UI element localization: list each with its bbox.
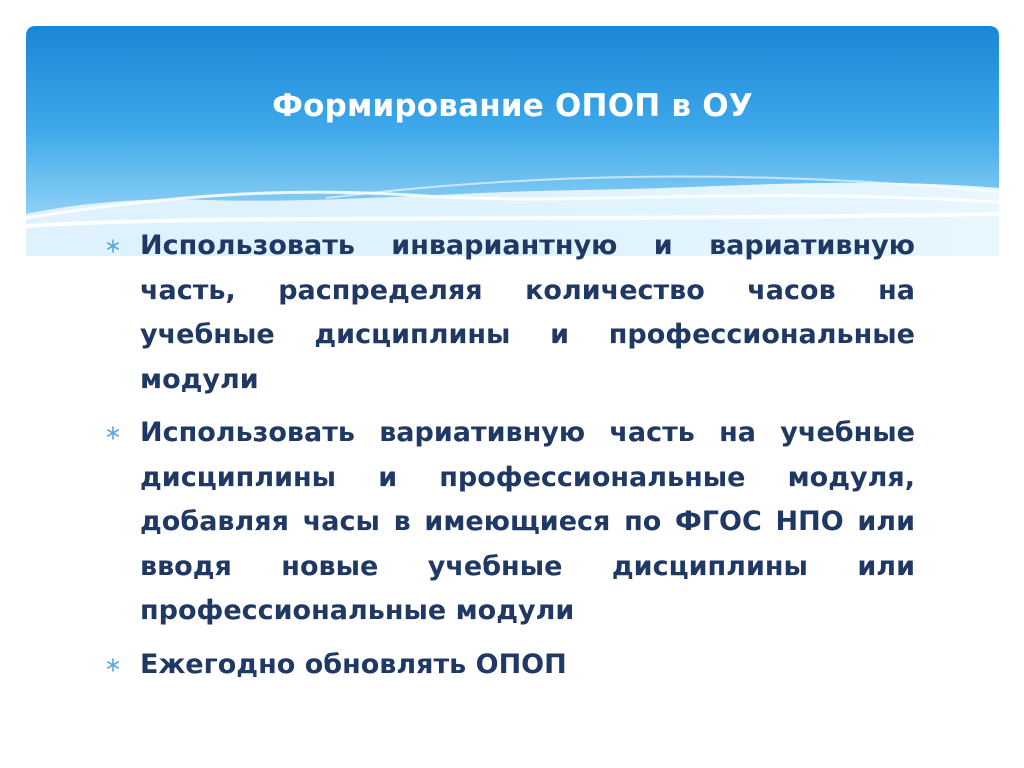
slide-title: Формирование ОПОП в ОУ: [272, 88, 753, 124]
bullet-text: Использовать вариативную часть на учебные дисциплины и профессиональные модуля, добавляя часы в имеющиеся по ФГОС НПО или вводя новые учебные дисциплины или профессиональные модули: [140, 417, 915, 626]
bullet-text: Использовать инвариантную и вариативную часть, распределяя количество часов на учебные дисциплины и профессиональные модули: [140, 230, 915, 395]
bullet-list: [104, 224, 915, 696]
asterisk-icon: [104, 224, 140, 268]
header-banner: [26, 26, 999, 256]
bullet-text: Ежегодно обновлять ОПОП: [140, 648, 567, 680]
bullet-item: [104, 643, 915, 688]
bullet-item: [104, 411, 915, 634]
bullet-item: [104, 224, 915, 402]
asterisk-icon: [104, 643, 140, 687]
asterisk-icon: [104, 411, 140, 455]
wave-banner-graphic: [26, 26, 999, 256]
